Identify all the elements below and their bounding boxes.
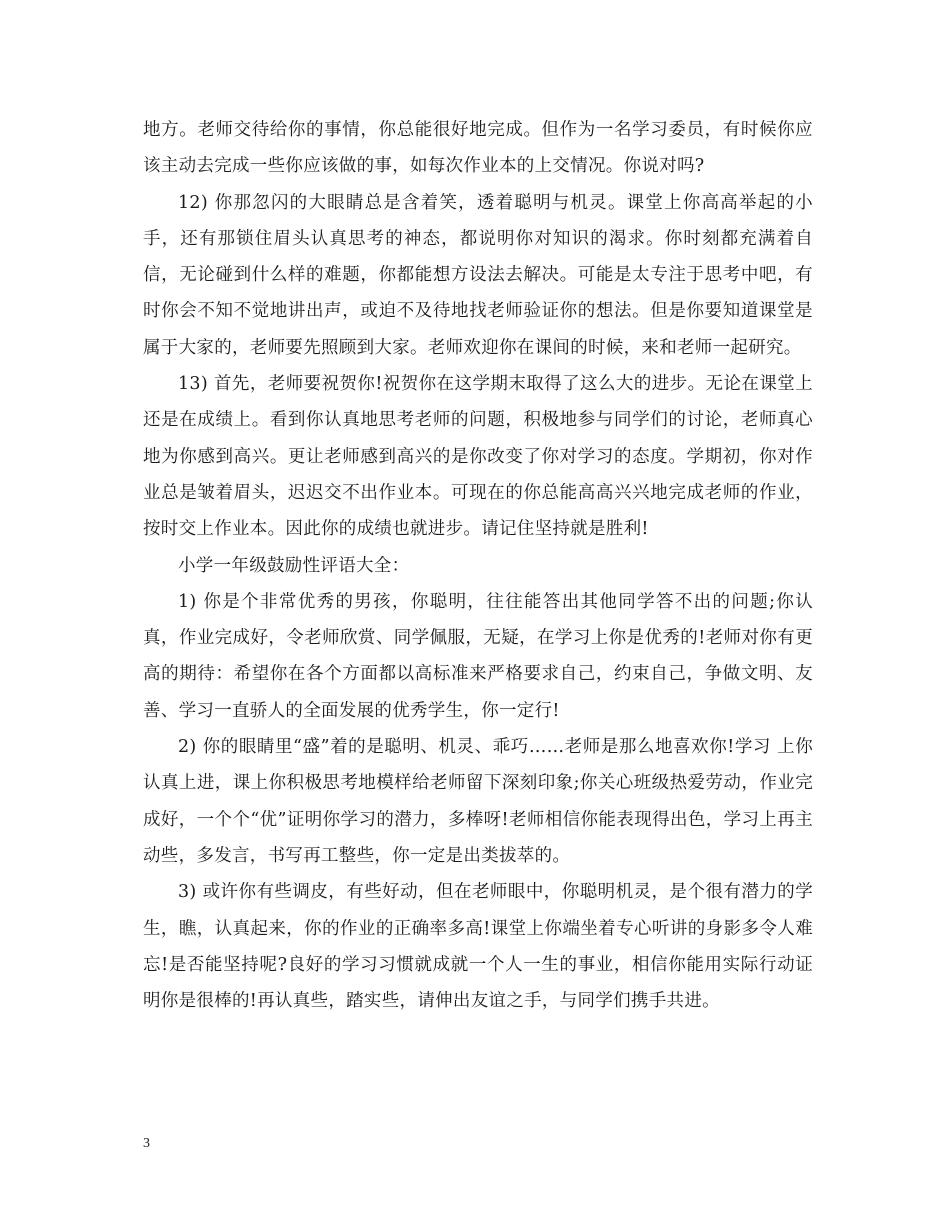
paragraph-comment-3: 3) 或许你有些调皮，有些好动，但在老师眼中，你聪明机灵，是个很有潜力的学生，瞧，认真起来，你的作业的正确率多高!课堂上你端坐着专心听讲的身影多令人难忘!是否能坚持呢?良好的学习习惯就成就一个人一生的事业，相信你能用实际行动证明你是很棒的!再认真些，踏实些，请伸出友谊之手，与同学们携手共进。 <box>143 882 813 1012</box>
paragraph-comment-1: 1) 你是个非常优秀的男孩，你聪明，往往能答出其他同学答不出的问题;你认真，作业完成好，令老师欣赏、同学佩服，无疑，在学习上你是优秀的!老师对你有更高的期待：希望你在各个方面都以高标准来严格要求自己，约束自己，争做文明、友善、学习一直骄人的全面发展的优秀学生，你一定行! <box>143 591 813 721</box>
paragraph-comment-12: 12) 你那忽闪的大眼睛总是含着笑，透着聪明与机灵。课堂上你高高举起的小手，还有那锁住眉头认真思考的神态，都说明你对知识的渴求。你时刻都充满着自信，无论碰到什么样的难题，你都能想方设法去解决。可能是太专注于思考中吧，有时你会不知不觉地讲出声，或迫不及待地找老师验证你的想法。但是你要知道课堂是属于大家的，老师要先照顾到大家。老师欢迎你在课间的时候，来和老师一起研究。 <box>143 192 813 358</box>
section-heading: 小学一年级鼓励性评语大全： <box>178 555 410 576</box>
page-number: 3 <box>143 1136 150 1151</box>
paragraph-comment-13: 13) 首先，老师要祝贺你!祝贺你在这学期末取得了这么大的进步。无论在课堂上还是在成绩上。看到你认真地思考老师的问题，积极地参与同学们的讨论，老师真心地为你感到高兴。更让老师感到高兴的是你改变了你对学习的态度。学期初，你对作业总是皱着眉头，迟迟交不出作业本。可现在的你总能高高兴兴地完成老师的作业，按时交上作业本。因此你的成绩也就进步。请记住坚持就是胜利! <box>143 374 813 540</box>
paragraph-comment-2: 2) 你的眼睛里“盛”着的是聪明、机灵、乖巧……老师是那么地喜欢你!学习 上你认真上进，课上你积极思考地模样给老师留下深刻印象;你关心班级热爱劳动，作业完成好，一个个“优”证明你学习的潜力，多棒呀!老师相信你能表现得出色，学习上再主动些，多发言，书写再工整些，你一定是出类拔萃的。 <box>143 737 813 866</box>
document-body <box>143 112 813 1019</box>
paragraph-continuation: 地方。老师交待给你的事情，你总能很好地完成。但作为一名学习委员，有时候你应该主动去完成一些你应该做的事，如每次作业本的上交情况。你说对吗? <box>143 120 813 177</box>
